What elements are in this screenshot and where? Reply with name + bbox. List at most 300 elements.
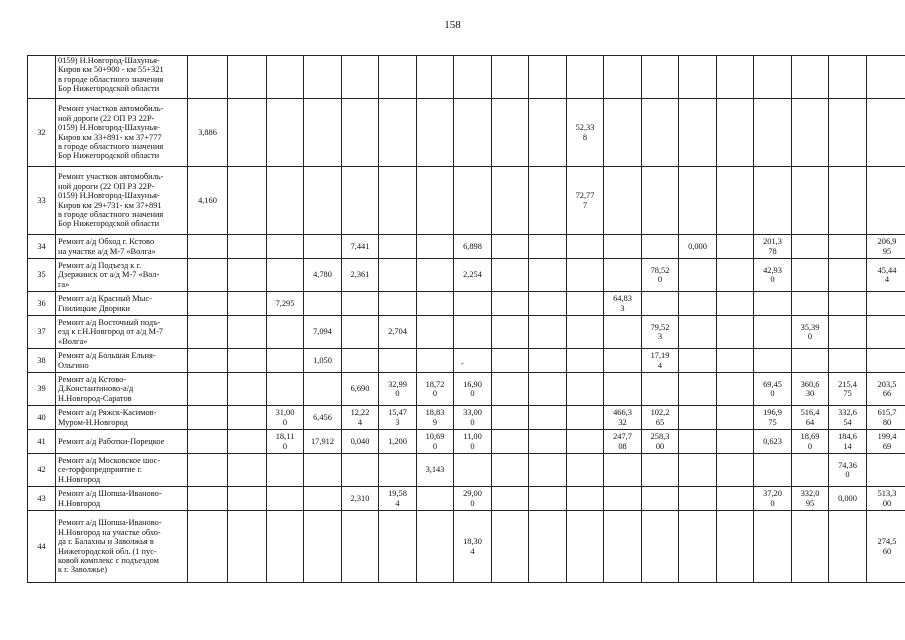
- value-cell: [188, 406, 228, 430]
- value-cell: [228, 511, 267, 583]
- value-cell: 18,30 4: [454, 511, 492, 583]
- value-cell: [679, 316, 717, 349]
- value-cell: 18,69 0: [792, 430, 829, 454]
- value-cell: 64,83 3: [604, 292, 642, 316]
- value-cell: [379, 259, 417, 292]
- value-cell: [379, 167, 417, 235]
- value-cell: [228, 430, 267, 454]
- value-cell: [567, 511, 604, 583]
- row-number: 43: [28, 487, 56, 511]
- value-cell: [679, 487, 717, 511]
- value-cell: 215,4 75: [829, 373, 867, 406]
- value-cell: [717, 430, 754, 454]
- value-cell: [604, 99, 642, 167]
- value-cell: [492, 454, 529, 487]
- row-number: 42: [28, 454, 56, 487]
- value-cell: [304, 373, 342, 406]
- value-cell: [454, 99, 492, 167]
- value-cell: [792, 99, 829, 167]
- value-cell: [679, 99, 717, 167]
- value-cell: 0,000: [829, 487, 867, 511]
- value-cell: [267, 56, 304, 99]
- value-cell: [604, 316, 642, 349]
- row-number: 35: [28, 259, 56, 292]
- value-cell: [492, 430, 529, 454]
- row-name: Ремонт а/д Работки-Порецкое: [56, 430, 188, 454]
- row-name: Ремонт а/д Шопша-Иваново- Н.Новгород на участке обхо- да г. Балахны и Заволжья в Нижегородской обл. (1 пус- ковой комплекс с подъездом к г. Заволжье): [56, 511, 188, 583]
- value-cell: [679, 292, 717, 316]
- value-cell: [492, 406, 529, 430]
- value-cell: [717, 167, 754, 235]
- value-cell: [792, 454, 829, 487]
- value-cell: [679, 56, 717, 99]
- value-cell: [267, 235, 304, 259]
- value-cell: 332,0 95: [792, 487, 829, 511]
- value-cell: [754, 56, 792, 99]
- value-cell: [829, 167, 867, 235]
- row-name: Ремонт а/д Красный Мыс- Гнилицкие Дворики: [56, 292, 188, 316]
- value-cell: [492, 316, 529, 349]
- value-cell: 31,00 0: [267, 406, 304, 430]
- value-cell: [454, 56, 492, 99]
- value-cell: 0,623: [754, 430, 792, 454]
- value-cell: 18,83 9: [417, 406, 454, 430]
- value-cell: 37,20 0: [754, 487, 792, 511]
- value-cell: [642, 235, 679, 259]
- value-cell: 615,7 80: [867, 406, 905, 430]
- value-cell: [188, 56, 228, 99]
- value-cell: 102,2 65: [642, 406, 679, 430]
- value-cell: [417, 99, 454, 167]
- value-cell: [492, 259, 529, 292]
- value-cell: 32,99 0: [379, 373, 417, 406]
- value-cell: [604, 454, 642, 487]
- value-cell: [267, 259, 304, 292]
- value-cell: [342, 454, 379, 487]
- value-cell: [188, 454, 228, 487]
- value-cell: 79,52 3: [642, 316, 679, 349]
- table-row: [28, 259, 905, 292]
- row-number: 36: [28, 292, 56, 316]
- value-cell: [717, 292, 754, 316]
- value-cell: [792, 259, 829, 292]
- value-cell: 17,912: [304, 430, 342, 454]
- value-cell: [867, 56, 905, 99]
- row-number: 44: [28, 511, 56, 583]
- value-cell: 45,44 4: [867, 259, 905, 292]
- value-cell: [754, 292, 792, 316]
- value-cell: [567, 292, 604, 316]
- value-cell: [454, 167, 492, 235]
- page-number: 158: [444, 19, 461, 31]
- table-row: [28, 99, 905, 167]
- value-cell: [228, 406, 267, 430]
- row-number: 37: [28, 316, 56, 349]
- value-cell: [188, 430, 228, 454]
- value-cell: [417, 487, 454, 511]
- value-cell: [754, 511, 792, 583]
- value-cell: 52,33 8: [567, 99, 604, 167]
- value-cell: [867, 99, 905, 167]
- value-cell: [754, 454, 792, 487]
- value-cell: 78,52 0: [642, 259, 679, 292]
- value-cell: [529, 487, 567, 511]
- value-cell: 7,441: [342, 235, 379, 259]
- value-cell: [417, 511, 454, 583]
- value-cell: [188, 235, 228, 259]
- value-cell: 206,9 95: [867, 235, 905, 259]
- value-cell: [454, 316, 492, 349]
- value-cell: 33,00 0: [454, 406, 492, 430]
- value-cell: [642, 511, 679, 583]
- value-cell: [717, 99, 754, 167]
- value-cell: [867, 454, 905, 487]
- value-cell: [417, 235, 454, 259]
- value-cell: [604, 487, 642, 511]
- row-number: 32: [28, 99, 56, 167]
- value-cell: 1,200: [379, 430, 417, 454]
- value-cell: [829, 99, 867, 167]
- row-number: 33: [28, 167, 56, 235]
- value-cell: 19,58 4: [379, 487, 417, 511]
- value-cell: [188, 349, 228, 373]
- table-row: [28, 349, 905, 373]
- row-number: 34: [28, 235, 56, 259]
- row-name: Ремонт а/д Восточный подъ- езд к г.Н.Новгород от а/д М-7 «Волга»: [56, 316, 188, 349]
- value-cell: [417, 292, 454, 316]
- value-cell: [342, 292, 379, 316]
- value-cell: [529, 511, 567, 583]
- value-cell: [492, 56, 529, 99]
- table-row: [28, 56, 905, 99]
- value-cell: 42,93 0: [754, 259, 792, 292]
- value-cell: 0,040: [342, 430, 379, 454]
- value-cell: 29,00 0: [454, 487, 492, 511]
- value-cell: [379, 349, 417, 373]
- value-cell: [342, 99, 379, 167]
- value-cell: [228, 235, 267, 259]
- value-cell: [717, 406, 754, 430]
- value-cell: [454, 454, 492, 487]
- value-cell: [304, 292, 342, 316]
- value-cell: [679, 259, 717, 292]
- value-cell: [679, 454, 717, 487]
- value-cell: [717, 316, 754, 349]
- value-cell: [567, 259, 604, 292]
- value-cell: [829, 259, 867, 292]
- value-cell: 184,6 14: [829, 430, 867, 454]
- value-cell: [529, 406, 567, 430]
- table-row: [28, 373, 905, 406]
- value-cell: [754, 316, 792, 349]
- value-cell: 247,7 08: [604, 430, 642, 454]
- value-cell: [604, 349, 642, 373]
- value-cell: [529, 56, 567, 99]
- value-cell: [867, 349, 905, 373]
- value-cell: [567, 349, 604, 373]
- value-cell: [717, 487, 754, 511]
- row-name: Ремонт а/д Кстово- Д.Константиново-а/д Н.Новгород-Саратов: [56, 373, 188, 406]
- row-number: 39: [28, 373, 56, 406]
- value-cell: 12,22 4: [342, 406, 379, 430]
- value-cell: [188, 259, 228, 292]
- value-cell: 72,77 7: [567, 167, 604, 235]
- table-row: [28, 235, 905, 259]
- value-cell: [267, 373, 304, 406]
- value-cell: [529, 430, 567, 454]
- value-cell: [417, 316, 454, 349]
- value-cell: 7,295: [267, 292, 304, 316]
- value-cell: [454, 292, 492, 316]
- value-cell: [567, 430, 604, 454]
- value-cell: [188, 316, 228, 349]
- value-cell: [228, 167, 267, 235]
- value-cell: [492, 349, 529, 373]
- value-cell: 11,00 0: [454, 430, 492, 454]
- row-name: Ремонт а/д Ряжск-Касимов- Муром-Н.Новгород: [56, 406, 188, 430]
- value-cell: [679, 373, 717, 406]
- value-cell: [379, 56, 417, 99]
- row-name: Ремонт а/д Подъезд к г. Дзержинск от а/д М-7 «Вол- га»: [56, 259, 188, 292]
- value-cell: [454, 349, 492, 373]
- row-number: [28, 56, 56, 99]
- value-cell: 201,3 78: [754, 235, 792, 259]
- table-row: [28, 167, 905, 235]
- value-cell: [529, 454, 567, 487]
- value-cell: [342, 167, 379, 235]
- value-cell: [717, 454, 754, 487]
- value-cell: [717, 349, 754, 373]
- value-cell: [754, 99, 792, 167]
- value-cell: [529, 99, 567, 167]
- value-cell: [188, 511, 228, 583]
- value-cell: [642, 373, 679, 406]
- value-cell: [228, 373, 267, 406]
- value-cell: [642, 99, 679, 167]
- value-cell: [567, 56, 604, 99]
- value-cell: [829, 316, 867, 349]
- value-cell: [492, 99, 529, 167]
- value-cell: [228, 316, 267, 349]
- value-cell: [342, 56, 379, 99]
- value-cell: 2,704: [379, 316, 417, 349]
- value-cell: 0,000: [679, 235, 717, 259]
- value-cell: 2,254: [454, 259, 492, 292]
- value-cell: [304, 454, 342, 487]
- value-cell: [717, 56, 754, 99]
- value-cell: [867, 316, 905, 349]
- row-number: 41: [28, 430, 56, 454]
- value-cell: 15,47 3: [379, 406, 417, 430]
- value-cell: [267, 349, 304, 373]
- value-cell: 18,72 0: [417, 373, 454, 406]
- value-cell: [304, 487, 342, 511]
- value-cell: [679, 511, 717, 583]
- value-cell: 1,050: [304, 349, 342, 373]
- value-cell: [717, 373, 754, 406]
- value-cell: [228, 292, 267, 316]
- value-cell: [417, 259, 454, 292]
- value-cell: 35,39 0: [792, 316, 829, 349]
- value-cell: [492, 511, 529, 583]
- value-cell: [267, 167, 304, 235]
- value-cell: [642, 487, 679, 511]
- value-cell: [567, 235, 604, 259]
- value-cell: [342, 511, 379, 583]
- row-number: 38: [28, 349, 56, 373]
- value-cell: [604, 167, 642, 235]
- value-cell: [304, 99, 342, 167]
- table-row: [28, 316, 905, 349]
- value-cell: [228, 259, 267, 292]
- value-cell: [304, 235, 342, 259]
- value-cell: 203,5 66: [867, 373, 905, 406]
- value-cell: [604, 259, 642, 292]
- value-cell: [417, 56, 454, 99]
- value-cell: [529, 292, 567, 316]
- value-cell: [642, 292, 679, 316]
- value-cell: [829, 235, 867, 259]
- value-cell: [679, 349, 717, 373]
- value-cell: 3,886: [188, 99, 228, 167]
- row-name: Ремонт а/д Шопша-Иваново- Н.Новгород: [56, 487, 188, 511]
- value-cell: [417, 349, 454, 373]
- value-cell: [829, 511, 867, 583]
- value-cell: [792, 511, 829, 583]
- value-cell: [679, 430, 717, 454]
- table-row: [28, 454, 905, 487]
- value-cell: [417, 167, 454, 235]
- value-cell: [717, 511, 754, 583]
- value-cell: [492, 373, 529, 406]
- row-name: Ремонт участков автомобиль- ной дороги (22 ОП РЗ 22Р- 0159) Н.Новгород-Шахунья- Киров км 29+731- км 37+891 в городе областного значения Бор Нижегородской области: [56, 167, 188, 235]
- value-cell: [188, 373, 228, 406]
- value-cell: [567, 487, 604, 511]
- row-number: 40: [28, 406, 56, 430]
- value-cell: [267, 99, 304, 167]
- value-cell: [492, 167, 529, 235]
- value-cell: [829, 349, 867, 373]
- value-cell: 6,690: [342, 373, 379, 406]
- value-cell: [642, 454, 679, 487]
- value-cell: [829, 56, 867, 99]
- value-cell: [228, 56, 267, 99]
- value-cell: [304, 511, 342, 583]
- value-cell: [867, 292, 905, 316]
- table-row: [28, 430, 905, 454]
- value-cell: [304, 56, 342, 99]
- value-cell: 332,6 54: [829, 406, 867, 430]
- value-cell: [567, 373, 604, 406]
- value-cell: 274,5 60: [867, 511, 905, 583]
- value-cell: [792, 349, 829, 373]
- value-cell: [567, 406, 604, 430]
- value-cell: [604, 511, 642, 583]
- row-name: Ремонт а/д Большая Ельня- Ольгино: [56, 349, 188, 373]
- value-cell: 4,160: [188, 167, 228, 235]
- value-cell: [379, 454, 417, 487]
- value-cell: [492, 235, 529, 259]
- table-row: [28, 487, 905, 511]
- value-cell: [567, 454, 604, 487]
- value-cell: [529, 235, 567, 259]
- table-row: [28, 406, 905, 430]
- data-table: [27, 55, 905, 583]
- value-cell: [867, 167, 905, 235]
- value-cell: 258,3 00: [642, 430, 679, 454]
- value-cell: [754, 167, 792, 235]
- value-cell: 2,310: [342, 487, 379, 511]
- value-cell: [228, 487, 267, 511]
- value-cell: [529, 316, 567, 349]
- value-cell: [267, 487, 304, 511]
- value-cell: [792, 56, 829, 99]
- value-cell: [529, 373, 567, 406]
- value-cell: 6,898: [454, 235, 492, 259]
- value-cell: [228, 454, 267, 487]
- value-cell: [792, 292, 829, 316]
- value-cell: [717, 235, 754, 259]
- value-cell: [379, 292, 417, 316]
- value-cell: [188, 487, 228, 511]
- value-cell: 196,9 75: [754, 406, 792, 430]
- row-name: Ремонт а/д Московское шос- се-торфопредприятие г. Н.Новгород: [56, 454, 188, 487]
- value-cell: 199,4 69: [867, 430, 905, 454]
- value-cell: [188, 292, 228, 316]
- value-cell: 18,11 0: [267, 430, 304, 454]
- value-cell: 516,4 64: [792, 406, 829, 430]
- row-name: Ремонт а/д Обход г. Кстово на участке а/д М-7 «Волга»: [56, 235, 188, 259]
- value-cell: [379, 511, 417, 583]
- value-cell: [829, 292, 867, 316]
- value-cell: [604, 373, 642, 406]
- value-cell: [604, 56, 642, 99]
- value-cell: [342, 316, 379, 349]
- row-name: 0159) Н.Новгород-Шахунья- Киров км 50+900 - км 55+321 в городе областного значения Бор Нижегородской области: [56, 56, 188, 99]
- value-cell: 360,6 30: [792, 373, 829, 406]
- value-cell: [792, 235, 829, 259]
- value-cell: [679, 167, 717, 235]
- value-cell: [604, 235, 642, 259]
- value-cell: [529, 167, 567, 235]
- value-cell: [267, 316, 304, 349]
- value-cell: [492, 292, 529, 316]
- value-cell: 6,456: [304, 406, 342, 430]
- value-cell: [792, 167, 829, 235]
- row-name: Ремонт участков автомобиль- ной дороги (22 ОП РЗ 22Р- 0159) Н.Новгород-Шахунья- Киров км 33+891- км 37+777 в городе областного значения Бор Нижегородской области: [56, 99, 188, 167]
- value-cell: 7,094: [304, 316, 342, 349]
- value-cell: 16,90 0: [454, 373, 492, 406]
- value-cell: 513,3 00: [867, 487, 905, 511]
- value-cell: [679, 406, 717, 430]
- table-row: [28, 511, 905, 583]
- value-cell: 466,3 32: [604, 406, 642, 430]
- value-cell: [342, 349, 379, 373]
- value-cell: 2,361: [342, 259, 379, 292]
- stray-mark: -: [461, 359, 464, 368]
- value-cell: [529, 259, 567, 292]
- value-cell: [717, 259, 754, 292]
- value-cell: 17,19 4: [642, 349, 679, 373]
- value-cell: [642, 56, 679, 99]
- value-cell: [267, 454, 304, 487]
- value-cell: [228, 99, 267, 167]
- value-cell: [567, 316, 604, 349]
- value-cell: [379, 99, 417, 167]
- value-cell: [379, 235, 417, 259]
- table-row: [28, 292, 905, 316]
- value-cell: [492, 487, 529, 511]
